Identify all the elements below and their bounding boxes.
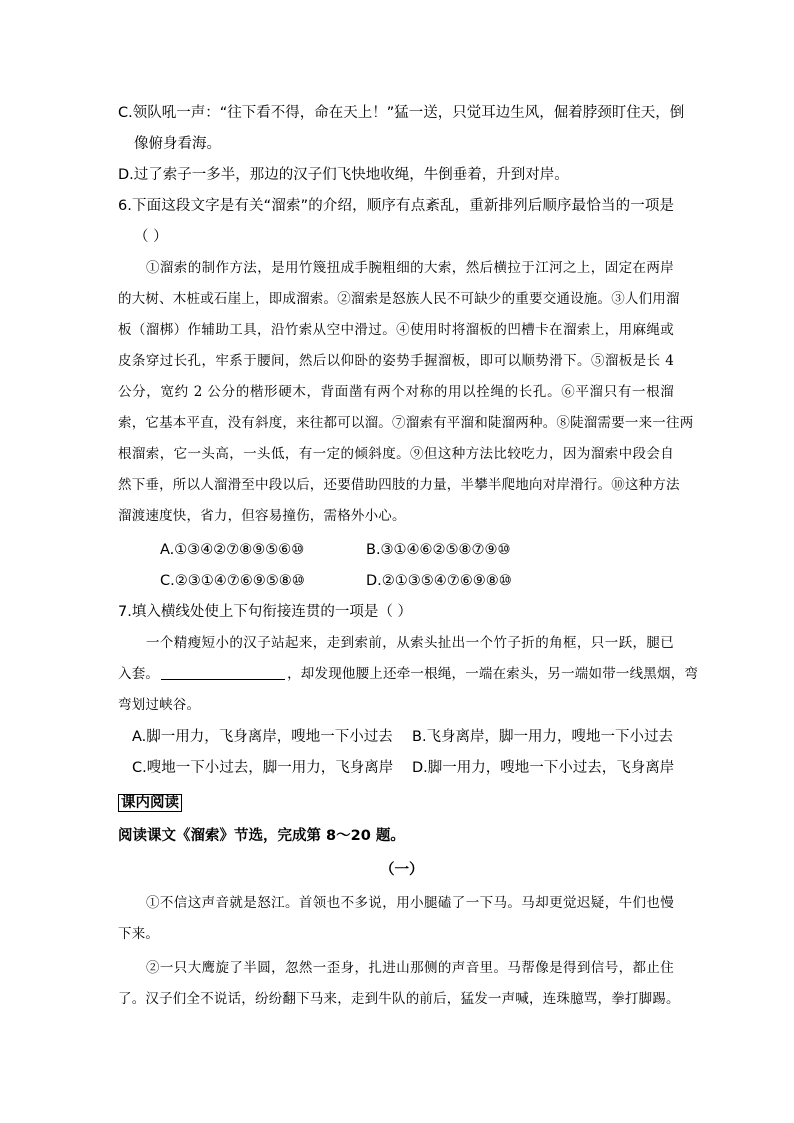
reading-para1-line2: 下来。 [118,926,160,942]
q5-option-c-line1: C.领队吼一声：“往下看不得，命在天上！”猛一送，只觉耳边生风，倔着脖颈盯住天，倒 [118,105,685,121]
q7-stem: 7.填入横线处使上下句衔接连贯的一项是（ ） [118,604,412,620]
q6-passage-line: 皮条穿过长孔，牢系于腰间，然后以仰卧的姿势手握溜板，即可以顺势滑下。⑤溜板是长 4 [118,353,674,369]
q6-passage-line: 溜渡速度快，省力，但容易撞伤，需格外小心。 [118,508,406,524]
q6-stem-line1: 6.下面这段文字是有关“溜索”的介绍，顺序有点紊乱，重新排列后顺序最恰当的一项是 [118,198,674,214]
q7-passage-line3: 弯划过峡谷。 [118,697,201,713]
q7-passage-line1: 一个精瘦短小的汉子站起来，走到索前，从索头扯出一个竹子折的角框，只一跃，腿已 [146,635,674,651]
q6-passage-line: 公分，宽约 2 公分的楷形硬木，背面凿有两个对称的用以拴绳的长孔。⑥平溜只有一根溜 [118,384,674,400]
section-tag-label: 课内阅读 [118,794,182,812]
q7-passage-line2 [118,664,699,684]
q6-option-a[interactable]: A.①③④②⑦⑧⑨⑤⑥⑩ [160,542,305,558]
q6-passage-line: 索，它基本平直，没有斜度，来往都可以溜。⑦溜索有平溜和陡溜两种。⑧陡溜需要一来一往两 [118,415,694,431]
q5-option-d: D.过了索子一多半，那边的汉子们飞快地收绳，牛倒垂着，升到对岸。 [118,167,569,183]
q6-passage-line: 的大树、木桩或石崖上，即成溜索。②溜索是怒族人民不可缺少的重要交通设施。③人们用溜 [118,291,680,307]
q7-passage-start: 入套。 [118,666,160,682]
section-instruction: 阅读课文《溜索》节选，完成第 8～20 题。 [118,828,405,844]
q7-fill-blank[interactable] [161,665,285,680]
section-tag [118,793,182,813]
q6-option-b[interactable]: B.③①④⑥②⑤⑧⑦⑨⑩ [366,542,511,558]
q7-option-d[interactable]: D.脚一用力，嗖地一下小过去，飞身离岸 [412,760,675,776]
reading-para2-line1: ②一只大鹰旋了半圆，忽然一歪身，扎进山那侧的声音里。马帮像是得到信号，都止住 [146,960,674,976]
q6-passage-line: 然下垂，所以人溜滑至中段以后，还要借助四肢的力量，半攀半爬地向对岸滑行。⑩这种方法 [118,477,680,493]
q5-option-c-line2: 像俯身看海。 [134,136,221,152]
reading-para2-line2: 了。汉子们全不说话，纷纷翻下马来，走到牛队的前后，猛发一声喊，连珠臆骂，拳打脚踢。 [118,991,680,1007]
q6-answer-paren: （ ） [134,229,168,245]
q7-passage-end: ，却发现他腰上还牵一根绳，一端在索头，另一端如带一线黑烟，弯 [287,666,699,682]
part-heading: （一） [380,862,424,878]
q7-option-c[interactable]: C.嗖地一下小过去，脚一用力，飞身离岸 [132,760,394,776]
q6-passage-line: ①溜索的制作方法，是用竹篾扭成手腕粗细的大索，然后横拉于江河之上，固定在两岸 [146,260,674,276]
q7-option-b[interactable]: B.飞身离岸，脚一用力，嗖地一下小过去 [412,729,674,745]
q7-option-a[interactable]: A.脚一用力，飞身离岸，嗖地一下小过去 [132,729,393,745]
q6-passage-line: 根溜索，它一头高，一头低，有一定的倾斜度。⑨但这种方法比较吃力，因为溜索中段会自 [118,446,674,462]
q6-passage-line: 板（溜梆）作辅助工具，沿竹索从空中滑过。④使用时将溜板的凹槽卡在溜索上，用麻绳或 [118,322,674,338]
reading-para1-line1: ①不信这声音就是怒江。首领也不多说，用小腿磕了一下马。马却更觉迟疑，牛们也慢 [146,895,674,911]
q6-option-d[interactable]: D.②①③⑤④⑦⑥⑨⑧⑩ [366,573,512,589]
q6-option-c[interactable]: C.②③①④⑦⑥⑨⑤⑧⑩ [160,573,305,589]
